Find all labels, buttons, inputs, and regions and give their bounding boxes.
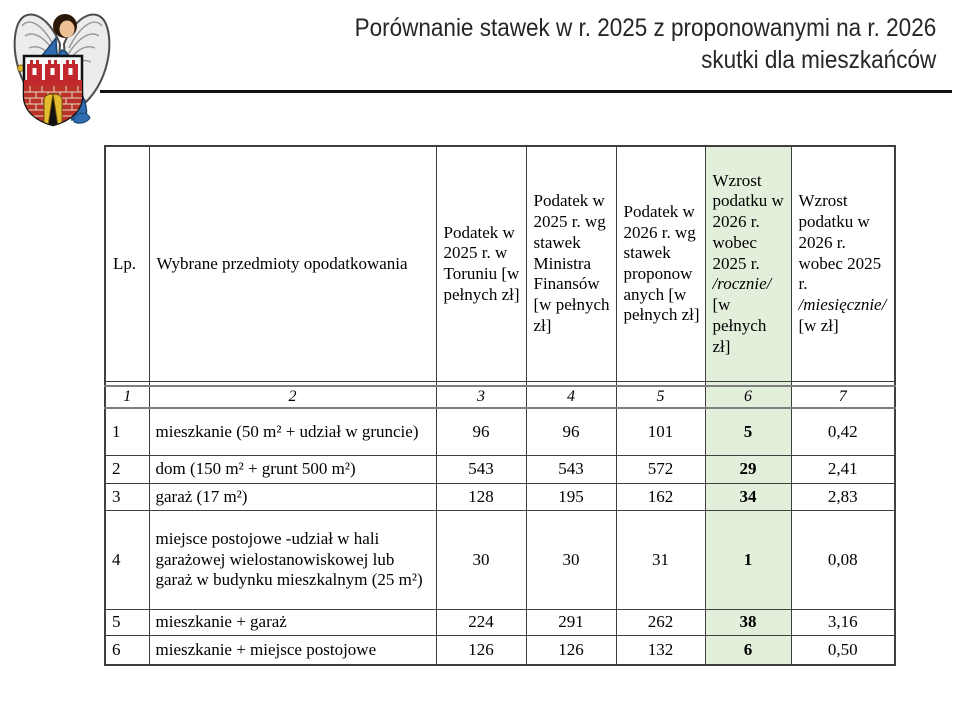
increase-yearly: 38 [705, 610, 791, 636]
column-number: 2 [149, 386, 436, 408]
row-number: 2 [105, 456, 149, 484]
row-subject: garaż (17 m²) [149, 484, 436, 511]
tax-2025-minister: 543 [526, 456, 616, 484]
tax-2025-torun: 128 [436, 484, 526, 511]
table-row [105, 610, 895, 636]
tax-2026-proposed: 262 [616, 610, 705, 636]
slide-title [354, 12, 936, 76]
column-number: 4 [526, 386, 616, 408]
col-header-subject: Wybrane przedmioty opodatkowania [149, 146, 436, 382]
tax-comparison-table [104, 145, 896, 666]
column-number: 5 [616, 386, 705, 408]
increase-monthly: 2,83 [791, 484, 895, 511]
tax-2025-torun: 126 [436, 636, 526, 666]
increase-yearly: 1 [705, 511, 791, 610]
tax-2025-torun: 543 [436, 456, 526, 484]
col-header-tax-2026-proposed: Podatek w 2026 r. wg stawek proponowanych [w pełnych zł] [616, 146, 705, 382]
col-header-increase-monthly [791, 146, 895, 382]
column-number-row [105, 386, 895, 408]
tax-2025-torun: 96 [436, 408, 526, 456]
tax-2026-proposed: 132 [616, 636, 705, 666]
increase-yearly-unit: [w pełnych zł] [712, 295, 767, 356]
row-subject: mieszkanie (50 m² + udział w gruncie) [149, 408, 436, 456]
col-header-increase-yearly [705, 146, 791, 382]
table-row [105, 456, 895, 484]
increase-yearly-label: Wzrost podatku w 2026 r. wobec 2025 r. [712, 170, 784, 273]
column-number: 3 [436, 386, 526, 408]
increase-monthly: 2,41 [791, 456, 895, 484]
tax-2025-minister: 30 [526, 511, 616, 610]
row-subject: mieszkanie + miejsce postojowe [149, 636, 436, 666]
torun-crest-logo [8, 4, 116, 128]
tax-2025-minister: 96 [526, 408, 616, 456]
header-row [105, 146, 895, 382]
row-subject: dom (150 m² + grunt 500 m²) [149, 456, 436, 484]
col-header-lp: Lp. [105, 146, 149, 382]
tax-2025-minister: 291 [526, 610, 616, 636]
increase-yearly: 5 [705, 408, 791, 456]
col-header-tax-2025-torun: Podatek w 2025 r. w Toruniu [w pełnych zł] [436, 146, 526, 382]
column-number: 6 [705, 386, 791, 408]
table-row [105, 484, 895, 511]
title-line-2: skutki dla mieszkańców [700, 46, 936, 74]
tax-2025-minister: 195 [526, 484, 616, 511]
increase-monthly: 0,42 [791, 408, 895, 456]
row-subject: mieszkanie + garaż [149, 610, 436, 636]
tax-2025-minister: 126 [526, 636, 616, 666]
increase-monthly: 0,50 [791, 636, 895, 666]
row-number: 1 [105, 408, 149, 456]
table-row [105, 408, 895, 456]
tax-2026-proposed: 101 [616, 408, 705, 456]
table-row [105, 511, 895, 610]
row-number: 3 [105, 484, 149, 511]
increase-monthly-unit: [w zł] [798, 315, 839, 335]
increase-yearly: 34 [705, 484, 791, 511]
tax-2026-proposed: 31 [616, 511, 705, 610]
increase-yearly-period: /rocznie/ [712, 274, 772, 294]
title-line-1: Porównanie stawek w r. 2025 z proponowanymi na r. 2026 [354, 14, 936, 42]
increase-monthly: 3,16 [791, 610, 895, 636]
column-number: 7 [791, 386, 895, 408]
increase-yearly: 6 [705, 636, 791, 666]
tax-2025-torun: 224 [436, 610, 526, 636]
row-subject: miejsce postojowe -udział w hali garażowej wielostanowiskowej lub garaż w budynku mieszkalnym (25 m²) [149, 511, 436, 610]
col-header-tax-2025-minister: Podatek w 2025 r. wg stawek Ministra Finansów [w pełnych zł] [526, 146, 616, 382]
increase-monthly-label: Wzrost podatku w 2026 r. wobec 2025 r. [798, 191, 882, 294]
increase-monthly: 0,08 [791, 511, 895, 610]
column-number: 1 [105, 386, 149, 408]
row-number: 5 [105, 610, 149, 636]
tax-2026-proposed: 572 [616, 456, 705, 484]
tax-2025-torun: 30 [436, 511, 526, 610]
table-row [105, 636, 895, 666]
title-divider-line [100, 90, 952, 93]
tax-2026-proposed: 162 [616, 484, 705, 511]
row-number: 4 [105, 511, 149, 610]
increase-yearly: 29 [705, 456, 791, 484]
increase-monthly-period: /miesięcznie/ [798, 295, 887, 315]
row-number: 6 [105, 636, 149, 666]
